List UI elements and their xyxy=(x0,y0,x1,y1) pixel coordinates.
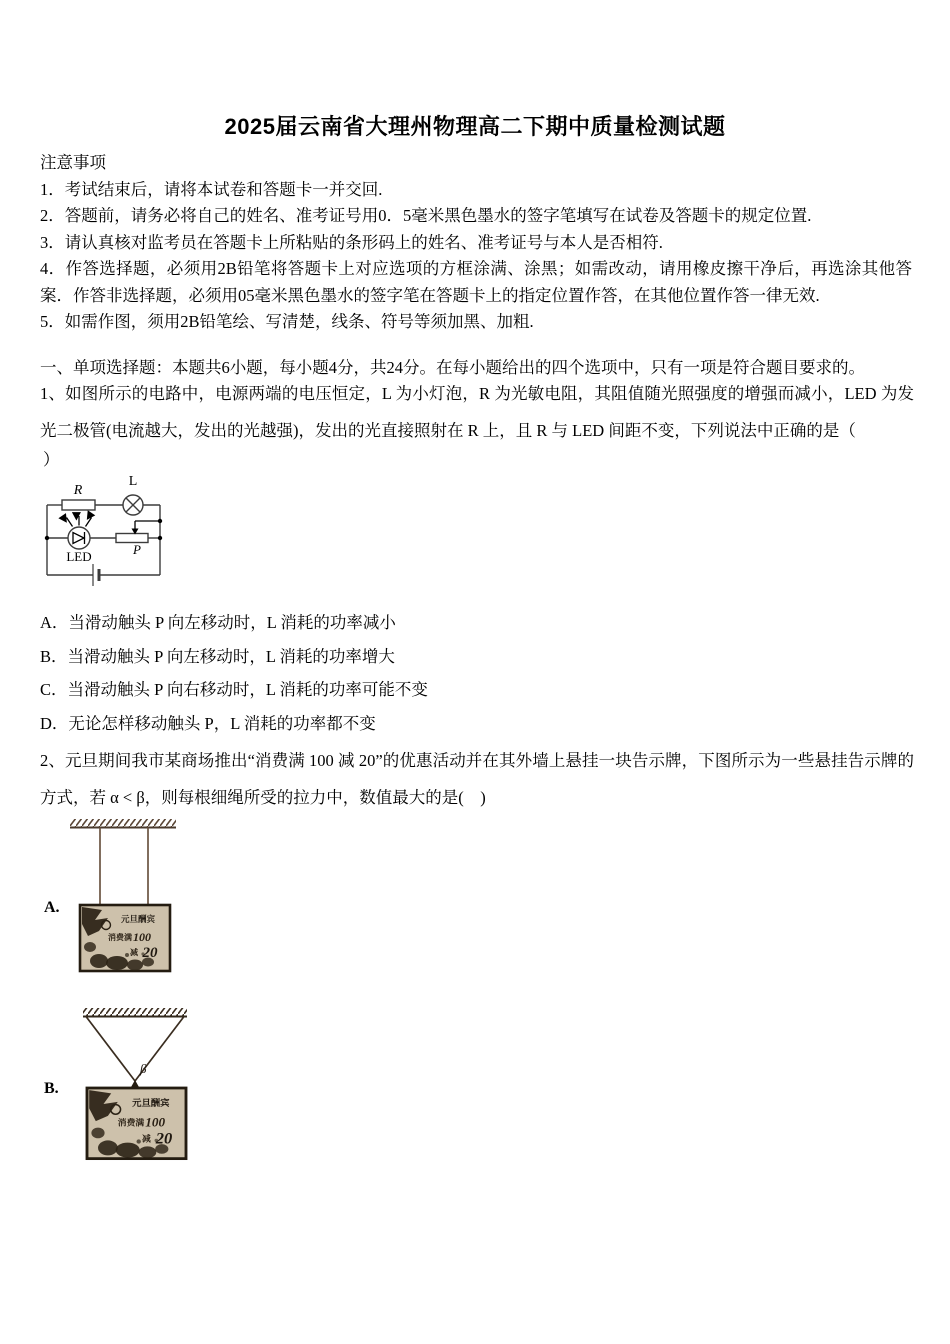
notice-heading: 注意事项 xyxy=(40,153,106,172)
section-1-heading: 一、单项选择题：本题共6小题，每小题4分，共24分。在每小题给出的四个选项中，只有一项是符合题目要求的。 xyxy=(40,358,865,377)
figure-a-label: A. xyxy=(44,899,60,916)
sign-line3-value: 20 xyxy=(155,1129,173,1148)
sign-line3-label: 减 xyxy=(130,948,138,957)
circuit-wires xyxy=(47,495,160,586)
option-c: C．当滑动触头 P 向右移动时，L 消耗的功率可能不变 xyxy=(40,680,428,699)
question-1-options xyxy=(40,613,914,747)
option-a: A．当滑动触头 P 向左移动时，L 消耗的功率减小 xyxy=(40,613,396,632)
ceiling-hatch xyxy=(83,1008,187,1016)
sign-line2-value: 100 xyxy=(145,1114,166,1130)
option-d: D．无论怎样移动触头 P，L 消耗的功率都不变 xyxy=(40,713,376,733)
figure-a-hanging-sign xyxy=(40,818,190,976)
figure-b-label: B. xyxy=(44,1080,59,1097)
led-symbol xyxy=(68,527,90,549)
notice-item-5: 5．如需作图，须用2B铅笔绘、写清楚，线条、符号等须加黑、加粗. xyxy=(40,312,534,331)
notice-item-3: 3．请认真核对监考员在答题卡上所粘贴的条形码上的姓名、准考证号与本人是否相符. xyxy=(40,232,663,252)
question-1-text: 1、如图所示的电路中，电源两端的电压恒定，L 为小灯泡，R 为光敏电阻，其阻值随光照强度的增强而减小，LED 为发光二极管(电流越大，发出的光越强)，发出的光直接照射在 R 上，且 R 与 LED 间距不变，下列说法中正确的是（ xyxy=(40,384,914,440)
circuit-diagram xyxy=(40,468,180,598)
resistor-label: R xyxy=(73,483,83,498)
notice-item-1: 1．考试结束后，请将本试卷和答题卡一并交回. xyxy=(40,179,383,199)
sign-line3-label: 减 xyxy=(142,1133,151,1144)
resistor-symbol xyxy=(62,500,95,510)
angle-beta-label: β xyxy=(140,1061,147,1076)
sign-title-text: 元旦酬宾 xyxy=(120,914,156,924)
rope-left xyxy=(86,1017,135,1082)
notice-section xyxy=(40,150,912,336)
page-title: 2025届云南省大理州物理高二下期中质量检测试题 xyxy=(224,114,726,139)
potentiometer-label: P xyxy=(133,542,141,557)
sign-line2-value: 100 xyxy=(133,930,151,944)
question-2-text: 2、元旦期间我市某商场推出“消费满 100 减 20”的优惠活动并在其外墙上悬挂一块告示牌，下图所示为一些悬挂告示牌的方式，若 α < β，则每根细绳所受的拉力中，数值最大的是( ) xyxy=(40,751,914,807)
sign-title-text: 元旦酬宾 xyxy=(132,1098,170,1109)
ceiling-hatch xyxy=(70,819,176,827)
sign-board xyxy=(87,1088,186,1159)
question-1-close-paren: ） xyxy=(43,450,60,469)
figure-b-hanging-sign xyxy=(40,1006,200,1166)
sign-line2-label: 消费满 xyxy=(117,1117,145,1128)
lamp-label: L xyxy=(128,474,138,489)
potentiometer-symbol xyxy=(116,534,148,543)
notice-item-4: 4．作答选择题，必须用2B铅笔将答题卡上对应选项的方框涂满、涂黑；如需改动，请用橡皮擦干净后，再选涂其他答案．作答非选择题，必须用05毫米黑色墨水的签字笔在答题卡上的指定位置作答，在其他位置作答一律无效. xyxy=(40,259,912,305)
sign-board xyxy=(80,905,170,971)
notice-item-2: 2．答题前，请务必将自己的姓名、准考证号用0．5毫米黑色墨水的签字笔填写在试卷及答题卡的规定位置. xyxy=(40,206,812,225)
option-b: B．当滑动触头 P 向左移动时，L 消耗的功率增大 xyxy=(40,646,395,666)
sign-line2-label: 消费满 xyxy=(108,933,132,942)
led-diode-glyph xyxy=(67,516,92,544)
potentiometer-wiper xyxy=(132,521,161,535)
junction-dots xyxy=(45,519,162,540)
sign-line3-value: 20 xyxy=(142,945,158,961)
led-label: LED xyxy=(66,549,92,564)
